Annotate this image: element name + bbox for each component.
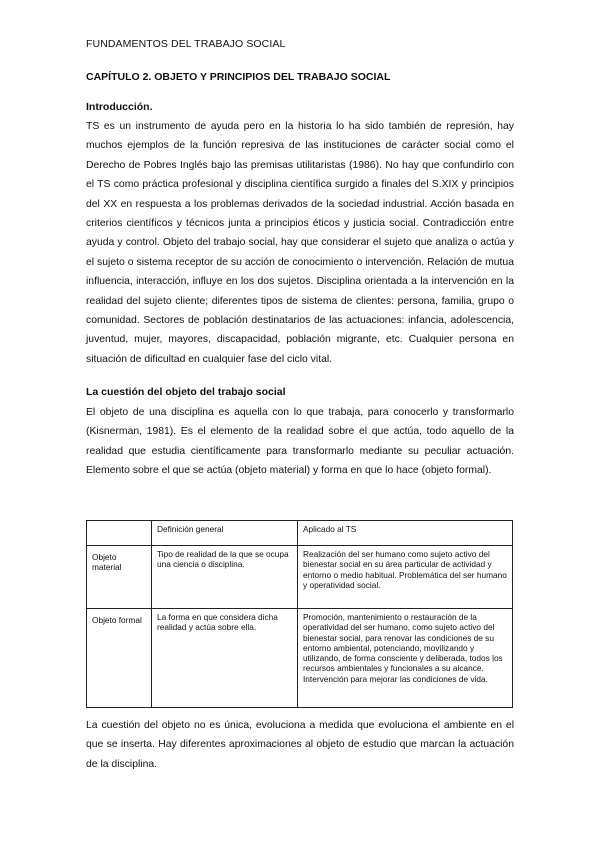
table-header-cell xyxy=(87,521,152,546)
table-row-label: Objeto material xyxy=(87,546,152,609)
table-cell-applied: Realización del ser humano como sujeto activo del bienestar social en su área particular de actividad y entorno o medio habitual. Problemática del ser humano y operatividad social. xyxy=(298,546,513,609)
intro-paragraph: TS es un instrumento de ayuda pero en la historia lo ha sido también de represión, hay muchos ejemplos de la función represiva de las instituciones de carácter social como el Derecho de Pobres Inglés bajo las premisas utilitaristas (1986). No hay que confundirlo con el TS como práctica profesional y disciplina científica surgido a finales del S.XIX y principios del XX en respuesta a los problemas derivados de la sociedad industrial. Acción basada en criterios científicos y técnicos junta a principios éticos y justicia social. Contradicción entre ayuda y control. Objeto del trabajo social, hay que considerar el sujeto que analiza o actúa y el sujeto o sistema receptor de su acción de conocimiento o intervención. Relación de mutua influencia, interacción, influye en los dos sujetos. Disciplina orientada a la intervención en la realidad del sujeto cliente; diferentes tipos de sistema de clientes: persona, familia, grupo o comunidad. Sectores de población destinatarios de las actuaciones: infancia, adolescencia, juventud, mujer, mayores, discapacidad, población migrante, etc. Cualquier persona en situación de dificultad en cualquier fase del ciclo vital. xyxy=(86,121,514,365)
table-cell-general: Tipo de realidad de la que se ocupa una ciencia o disciplina. xyxy=(152,546,298,609)
table-header-cell: Definición general xyxy=(152,521,298,546)
table-header-cell: Aplicado al TS xyxy=(298,521,513,546)
object-definition-table xyxy=(86,520,513,708)
closing-paragraph: La cuestión del objeto no es única, evoluciona a medida que evoluciona el ambiente en el que se inserta. Hay diferentes aproximaciones al objeto de estudio que marcan la actuación de la disciplina. xyxy=(86,720,514,770)
table-cell-applied: Promoción, mantenimiento o restauración de la operatividad del ser humano, como sujeto activo del bienestar social, para renovar las condiciones de su entorno ambiental, potenciando, movilizando y utilizando, de forma consciente y deliberada, todos los recursos ambientales y funcionales a su alcance. Intervención para mejorar las condiciones de vida. xyxy=(298,609,513,708)
table-cell-general: La forma en que considera dicha realidad y actúa sobre ella. xyxy=(152,609,298,708)
table-row xyxy=(87,609,513,708)
table-row xyxy=(87,546,513,609)
section-heading: La cuestión del objeto del trabajo social xyxy=(86,386,286,398)
table-header-row xyxy=(87,521,513,546)
running-header: FUNDAMENTOS DEL TRABAJO SOCIAL xyxy=(86,38,286,50)
table-row-label: Objeto formal xyxy=(87,609,152,708)
intro-heading: Introducción. xyxy=(86,101,153,113)
section-paragraph: El objeto de una disciplina es aquella con lo que trabaja, para conocerlo y transformarlo (Kisnerman, 1981). Es el elemento de la realidad sobre el que actúa, todo aquello de la realidad que estudia científicamente para transformarlo mediante su peculiar actuación. Elemento sobre el que se actúa (objeto material) y forma en que lo hace (objeto formal). xyxy=(86,407,514,477)
chapter-title: CAPÍTULO 2. OBJETO Y PRINCIPIOS DEL TRABAJO SOCIAL xyxy=(86,71,391,83)
